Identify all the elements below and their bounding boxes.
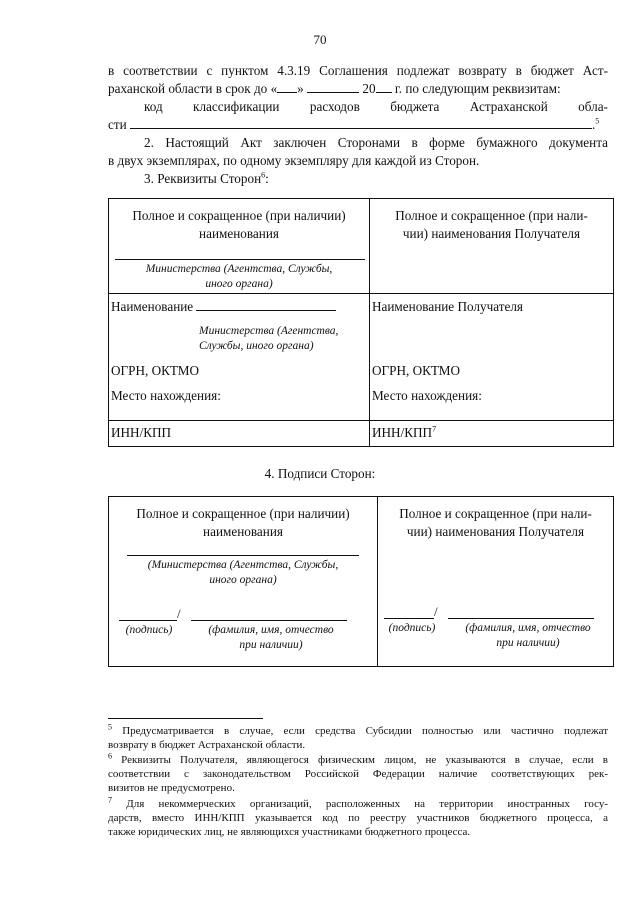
- word: код: [144, 99, 163, 114]
- ministry-caption: Министерства (Агентства, Службы, иного органа): [145, 263, 333, 290]
- footnote-5: $^5$ Предусматривается в случае, если средства Субсидии полностью или частично подлежат возврату в бюджет Астраханской области.: [108, 722, 609, 751]
- inn-kpp-left: ИНН/КПП: [109, 421, 370, 447]
- footnote-7-number: 7: [108, 795, 112, 805]
- requisites-right-details-cell: [370, 294, 614, 421]
- sig-left-head-title: Полное и сокращенное (при наличии) наименования: [136, 506, 350, 539]
- footnote-7: $^7$ Для некоммерческих организаций, расположенных на территории иностранных госу- дарств, вместо ИНН/КПП указывается код по реестру участников бюджетного процесса, а также юридических лиц, не являющихся участниками бюджетного процесса.: [108, 795, 608, 838]
- sig-right-slash: /: [434, 604, 438, 619]
- signatures-title: 4. Подписи Сторон:: [264, 466, 376, 481]
- sig-right-head-title: Полное и сокращенное (при нали- чии) наименования Получателя: [399, 506, 592, 539]
- inn-kpp-right: ИНН/КПП: [372, 425, 433, 440]
- location-left: Место нахождения:: [111, 388, 221, 403]
- year-prefix: 20: [362, 81, 376, 96]
- sig-left-fio-caption: (фамилия, имя, отчество при наличии): [208, 624, 334, 651]
- sig-right-sign-block: [378, 604, 613, 652]
- sig-right-signature-caption: (подпись): [388, 622, 436, 634]
- day-blank: [277, 80, 297, 93]
- sig-right-fio-line: [448, 618, 594, 619]
- right-name-label: Наименование Получателя: [372, 299, 523, 314]
- word: классификации: [193, 99, 280, 114]
- body-line-4-dot: .: [591, 117, 596, 132]
- requisites-left-details-cell: [109, 294, 370, 421]
- inn-kpp-right-cell: [370, 421, 614, 447]
- footnote-ref-5: 5: [595, 116, 600, 126]
- requisites-left-head-cell: [109, 199, 370, 294]
- sig-right-fio-caption: (фамилия, имя, отчество при наличии): [465, 622, 591, 649]
- right-head-title: Полное и сокращенное (при нали- чии) наименования Получателя: [395, 208, 588, 241]
- left-name-row: [109, 294, 369, 324]
- left-name-caption: Министерства (Агентства, Службы, иного органа): [199, 325, 339, 352]
- footnote-ref-7: 7: [432, 424, 437, 434]
- return-deadline-quote: »: [297, 81, 304, 96]
- word: Астраханской: [469, 99, 548, 114]
- para2-line-1: 2. Настоящий Акт заключен Сторонами в форме бумажного документа: [144, 135, 608, 150]
- word: расходов: [309, 99, 360, 114]
- return-deadline-suffix: г. по следующим реквизитам:: [394, 81, 561, 96]
- sig-left-fio-line: [191, 620, 347, 621]
- body-line-3: [108, 98, 608, 116]
- sig-ministry-caption: (Министерства (Агентства, Службы, иного органа): [147, 559, 339, 586]
- body-line-2: [108, 80, 608, 98]
- para3-heading: 3. Реквизиты Сторон$^6$:: [144, 170, 269, 186]
- kbk-blank: [130, 116, 592, 129]
- para3-text: 3. Реквизиты Сторон: [144, 171, 262, 186]
- para2-line-2: в двух экземплярах, по одному экземпляру для каждой из Сторон.: [108, 153, 480, 168]
- ogrn-oktmo-left: ОГРН, ОКТМО: [111, 363, 200, 378]
- footnote-separator: [108, 718, 263, 719]
- footnote-5-number: 5: [108, 722, 112, 732]
- sig-left-sign-block: [109, 606, 377, 654]
- body-line-4-prefix: сти: [108, 117, 127, 132]
- footnote-6: $^6$ Реквизиты Получателя, являющегося физическим лицом, не указываются в случае, если в соответствии с законодательством Российской Федерации наличие соответствующих рек- визитов не предусмотрено.: [108, 751, 609, 794]
- year-blank: [376, 80, 392, 93]
- sig-left-slash: /: [177, 606, 181, 621]
- body-line-1: в соответствии с пунктом 4.3.19 Соглашения подлежат возврату в бюджет Аст-: [108, 63, 608, 78]
- ministry-name-line: [115, 259, 365, 260]
- page-number: 70: [313, 32, 327, 47]
- requisites-right-head-cell: [370, 199, 614, 294]
- left-name-blank: [196, 298, 336, 311]
- signatures-table: [108, 496, 614, 667]
- signatures-left-cell: [109, 497, 378, 667]
- word: обла-: [578, 99, 608, 114]
- sig-left-signature-line: [119, 620, 177, 621]
- left-head-title: Полное и сокращенное (при наличии) наименования: [132, 208, 346, 241]
- return-deadline-prefix: раханской области в срок до «: [108, 81, 278, 96]
- ogrn-oktmo-right: ОГРН, ОКТМО: [372, 363, 461, 378]
- location-right: Место нахождения:: [372, 388, 482, 403]
- sig-ministry-name-line: [127, 555, 359, 556]
- left-name-label: Наименование: [111, 299, 194, 314]
- footnote-ref-6: 6: [261, 170, 266, 180]
- body-line-4: [108, 116, 608, 134]
- word: бюджета: [390, 99, 440, 114]
- signatures-right-cell: [378, 497, 614, 667]
- sig-left-signature-caption: (подпись): [125, 624, 173, 636]
- footnote-6-number: 6: [108, 751, 112, 761]
- month-blank: [307, 80, 359, 93]
- requisites-table: [108, 198, 614, 447]
- sig-right-signature-line: [384, 618, 434, 619]
